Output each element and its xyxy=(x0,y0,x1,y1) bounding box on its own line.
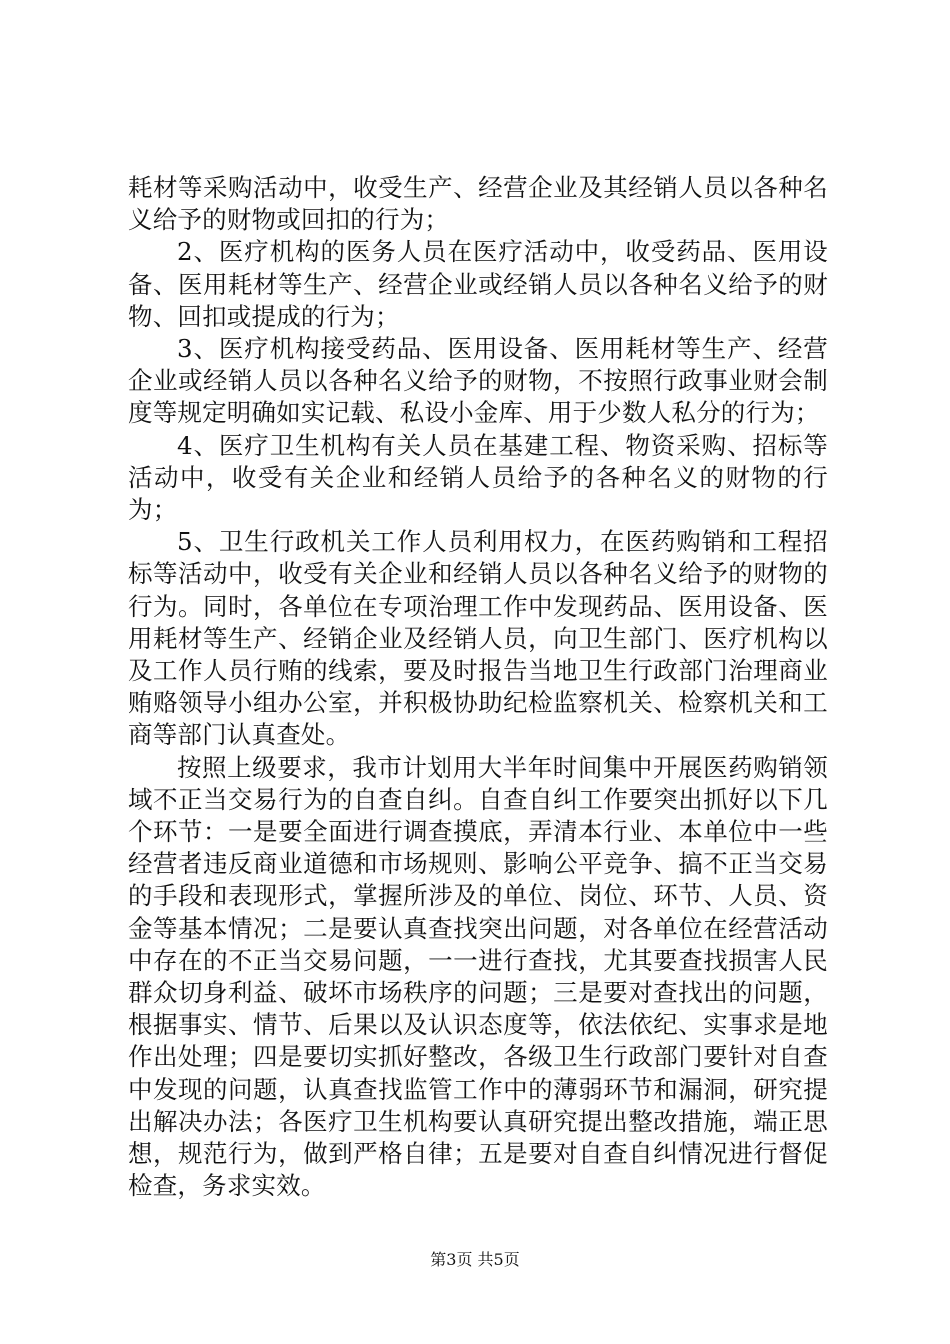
paragraph: 3、医疗机构接受药品、医用设备、医用耗材等生产、经营企业或经销人员以各种名义给予的财物，不按照行政事业财会制度等规定明确如实记载、私设小金库、用于少数人私分的行为； xyxy=(128,334,828,428)
paragraph: 5、卫生行政机关工作人员利用权力，在医药购销和工程招标等活动中，收受有关企业和经销人员以各种名义给予的财物的行为。同时，各单位在专项治理工作中发现药品、医用设备、医用耗材等生产、经销企业及经销人员，向卫生部门、医疗机构以及工作人员行贿的线索，要及时报告当地卫生行政部门治理商业贿赂领导小组办公室，并积极协助纪检监察机关、检察机关和工商等部门认真查处。 xyxy=(128,527,828,750)
document-body xyxy=(128,172,828,1203)
paragraph: 4、医疗卫生机构有关人员在基建工程、物资采购、招标等活动中，收受有关企业和经销人员给予的各种名义的财物的行为； xyxy=(128,430,828,525)
paragraph: 按照上级要求，我市计划用大半年时间集中开展医药购销领域不正当交易行为的自查自纠。自查自纠工作要突出抓好以下几个环节：一是要全面进行调查摸底，弄清本行业、本单位中一些经营者违反商业道德和市场规则、影响公平竞争、搞不正当交易的手段和表现形式，掌握所涉及的单位、岗位、环节、人员、资金等基本情况；二是要认真查找突出问题，对各单位在经营活动中存在的不正当交易问题，一一进行查找，尤其要查找损害人民群众切身利益、破坏市场秩序的问题；三是要对查找出的问题，根据事实、情节、后果以及认识态度等，依法依纪、实事求是地作出处理；四是要切实抓好整改，各级卫生行政部门要针对自查中发现的问题，认真查找监管工作中的薄弱环节和漏洞，研究提出解决办法；各医疗卫生机构要认真研究提出整改措施，端正思想，规范行为，做到严格自律；五是要对自查自纠情况进行督促检查，务求实效。 xyxy=(128,752,828,1201)
paragraph: 2、医疗机构的医务人员在医疗活动中，收受药品、医用设备、医用耗材等生产、经营企业或经销人员以各种名义给予的财物、回扣或提成的行为； xyxy=(128,237,828,331)
page-number-footer: 第3页 共5页 xyxy=(430,1250,520,1269)
paragraph: 耗材等采购活动中，收受生产、经营企业及其经销人员以各种名义给予的财物或回扣的行为； xyxy=(128,173,828,235)
